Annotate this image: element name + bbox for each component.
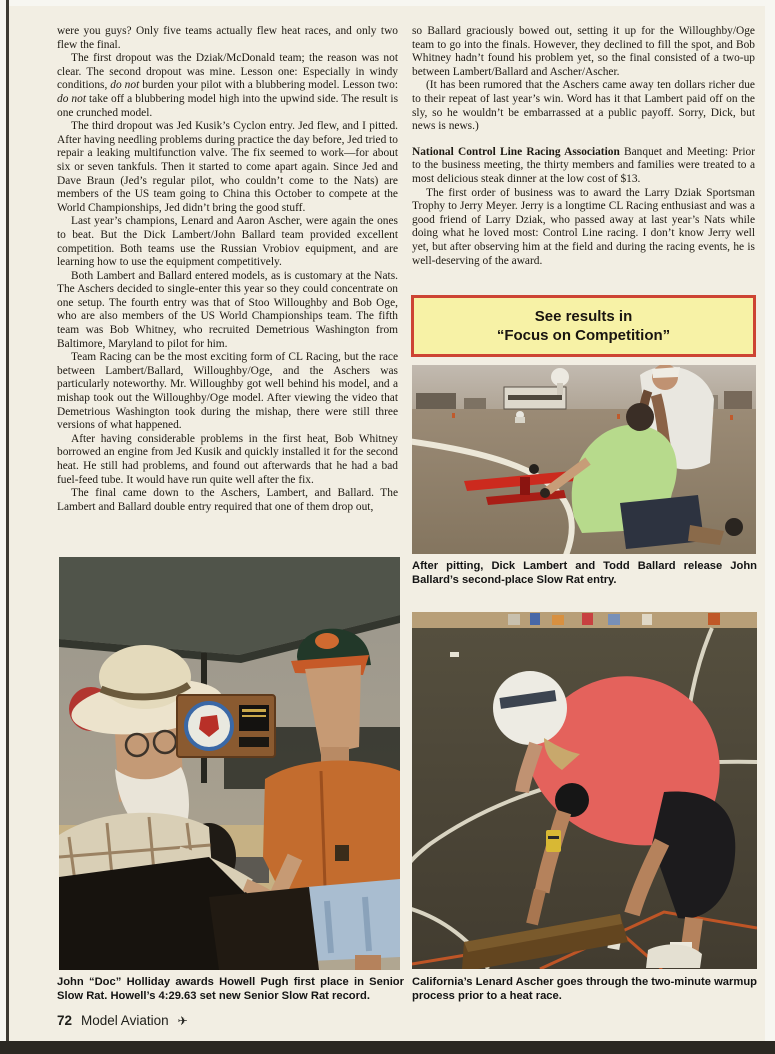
page [9,6,765,1041]
arm-timer [546,830,561,852]
magazine-title: Model Aviation [81,1013,169,1028]
paragraph: After having considerable problems in the first heat, Bob Whitney borrowed an engine from Jed Kusik and quickly installed it for the second heat. He still had problems, and found out afterwards that he had a bad fuel-feed tube. It would have run quite well after the fix. [57,432,398,486]
page-number: 72 [57,1013,73,1028]
denim-shorts [307,879,400,961]
callout-line2: “Focus on Competition” [496,327,671,344]
leg [355,955,381,970]
cap-logo [315,633,339,649]
scan-bottom-edge [0,1041,775,1054]
photo-warmup-circle [412,612,757,969]
caption-warmup-photo: California’s Lenard Ascher goes through the two-minute warmup process prior to a heat race. [412,976,757,1002]
callout-line1: See results in [534,308,633,325]
paragraph: Team Racing can be the most exciting form of CL Racing, but the race between Lambert/Ballard, Willoughby/Oge, and the Aschers was particularly noteworthy. Mr. Willoughby got well behind his model, and a mishap took out the Willoughby/Oge model. After viewing the video that Demetrious Washington took during the mishap, there were still three versions of what happened. [57,351,398,432]
paragraph: National Control Line Racing Association Banquet and Meeting: Prior to the business meeting, the thirty members and families were treated to a most delicious steak dinner at the low cost of $13. [412,145,755,185]
paragraph: The first order of business was to award the Larry Dziak Sportsman Trophy to Jerry Meyer. Jerry is a longtime CL Racing enthusiast and was a good friend of Larry Dziak, who passed away at last year’s Nats while doing what he loved most: Control Line racing. I don’t know Jerry well yet, but after observing him at the field and during the racing events, he is well-deserving of the award. [412,186,755,267]
paragraph: (It has been rumored that the Aschers came away ten dollars richer due to their repeat of last year’s win. Word has it that Lambert paid off on the sly, so he wouldn’t be embarrassed at a public payoff. Sorry, Dick, but news is news.) [412,79,755,133]
hand [532,890,540,924]
paragraph: Both Lambert and Ballard entered models, as is customary at the Nats. The Aschers decided to single-enter this year so they could concentrate on one setup. The fourth entry was that of Stoo Willoughby and Bob Oge, who are also members of the US World Championships team. The fifth team was Bob Whitney, who recruited Demetrious Washington from Baltimore, Maryland to pilot for him. [57,269,398,350]
article-column-left [57,25,398,559]
caption-runway-photo: After pitting, Dick Lambert and Todd Ballard release John Ballard’s second-place Slow Rat entry. [412,560,757,586]
paragraph: The third dropout was Jed Kusik’s Cyclon entry. Jed flew, and I pitted. After having needling problems during practice the day before, Jed tried to repair a leaking multifunction valve. The fix seemed to work—for about six or seven tankfuls. Then it started to come apart again. Since Jed and Dave Braun (Jed’s regular pilot, who couldn’t come to the Nats) are members of the US team going to China this October to compete at the World Championships, Jed didn’t bring the good stuff. [57,120,398,214]
caption-award-photo: John “Doc” Holliday awards Howell Pugh first place in Senior Slow Rat. Howell’s 4:29.63 set new Senior Slow Rat record. [57,976,404,1002]
see-results-callout [411,295,756,357]
fuel-can [725,518,743,536]
water-tower-leg [557,383,563,395]
award-plaque [177,695,275,757]
paragraph: were you guys? Only five teams actually flew heat races, and only two flew the final. [57,25,398,51]
photo-pit-crew-runway [412,365,756,554]
shirt-patch [335,845,349,861]
paragraph: so Ballard graciously bowed out, setting it up for the Willoughby/Oge team to go into the finals. However, they declined to fill the spot, and Bob Whitney hadn’t found his problem yet, so the final consisted of a two-up between Lambert/Ballard and Ascher/Ascher. [412,25,755,78]
article-column-right [412,25,755,293]
table-shadow [209,887,319,970]
paragraph: The first dropout was the Dziak/McDonald team; the reason was not clear. The second dropout was mine. Lesson one: Especially in windy conditions, do not burden your pilot with a blubbering model. Lesson two: do not take off a blubbering model high into the upwind side. The result is one crunched model. [57,52,398,119]
page-footer [57,1013,188,1028]
photo-award-presentation [59,557,400,970]
building [724,391,752,409]
airplane-icon: ✈ [177,1014,188,1028]
building-windows [508,395,562,400]
building [464,398,486,409]
paragraph: The final came down to the Aschers, Lambert, and Ballard. The Lambert and Ballard double entry required that one of them drop out, [57,487,398,513]
building [416,393,456,409]
paragraph: Last year’s champions, Lenard and Aaron Ascher, were again the ones to beat. But the Dick Lambert/John Ballard team provided excellent competition. Both teams use the Russian Vrobiov equipment, and are learning how to use the equipment competitively. [57,215,398,269]
